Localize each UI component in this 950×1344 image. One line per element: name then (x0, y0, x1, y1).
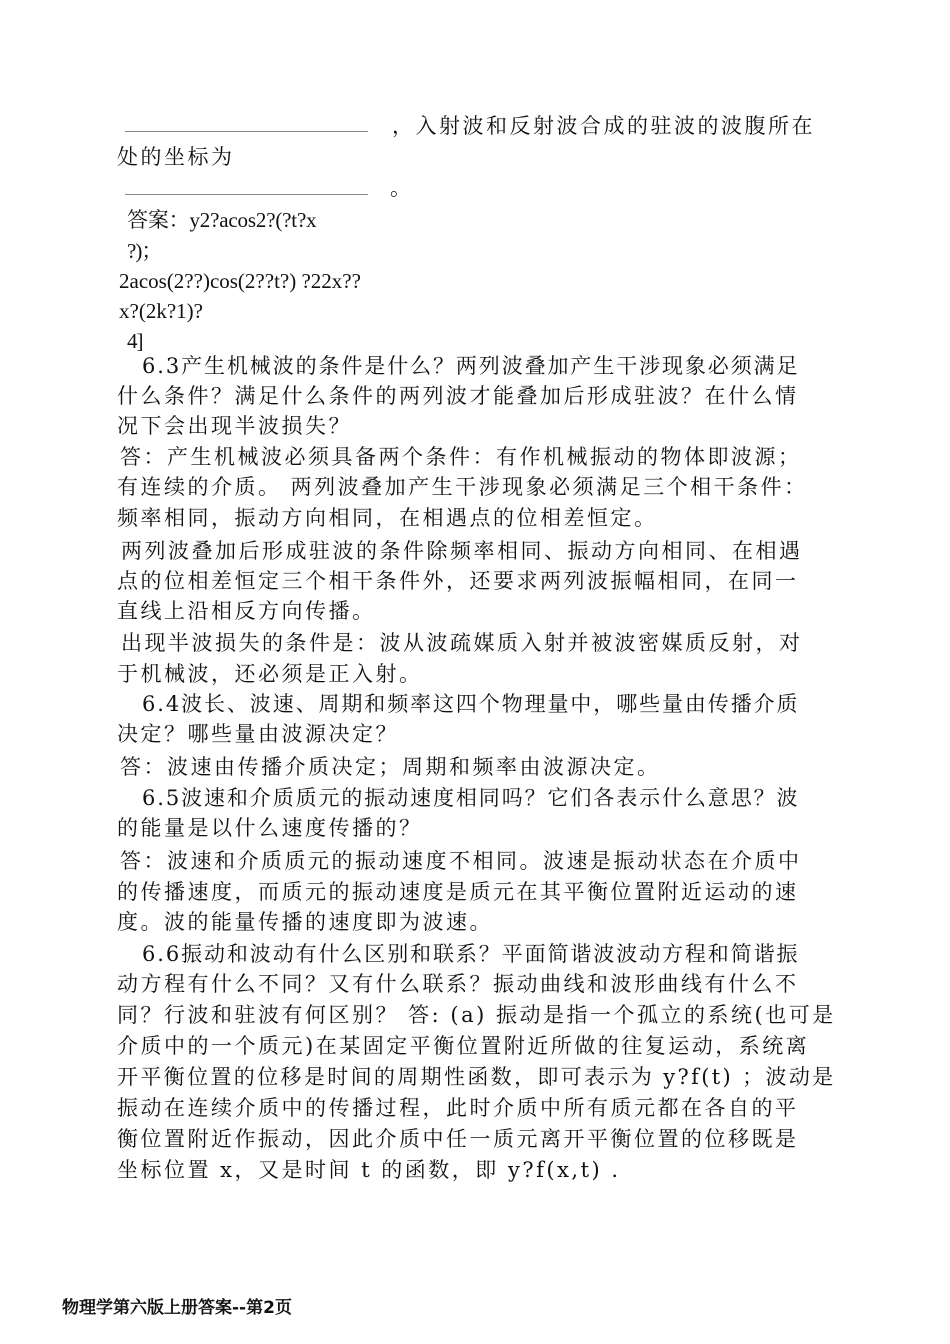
question-6-3-line-1: 6.3产生机械波的条件是什么？两列波叠加产生干涉现象必须满足 (142, 354, 800, 378)
answer-line-1: 答案：y2?acos2?(?t?x (127, 208, 317, 232)
question-6-5-line-2: 的能量是以什么速度传播的？ (117, 816, 423, 840)
question-6-6-line-2: 动方程有什么不同？又有什么联系？振动曲线和波形曲线有什么不 (117, 972, 799, 996)
answer-6-3-line-2: 有连续的介质。 两列波叠加产生干涉现象必须满足三个相干条件： (117, 475, 808, 499)
answer-6-3-line-7: 出现半波损失的条件是：波从波疏媒质入射并被波密媒质反射，对 (121, 631, 803, 655)
answer-6-5-line-2: 的传播速度，而质元的振动速度是质元在其平衡位置附近运动的速 (117, 880, 799, 904)
question-6-6-line-8: 坐标位置 x，又是时间 t 的函数，即 y?f(x,t) . (117, 1158, 621, 1182)
question-6-6-line-7: 衡位置附近作振动，因此介质中任一质元离开平衡位置的位移既是 (117, 1127, 799, 1151)
page-footer: 物理学第六版上册答案--第2页 (62, 1298, 292, 1318)
answer-line-3: 2acos(2??)cos(2??t?) ?22x?? (119, 269, 361, 293)
answer-6-3-line-5: 点的位相差恒定三个相干条件外，还要求两列波振幅相同，在同一 (117, 569, 799, 593)
question-6-4-line-1: 6.4波长、波速、周期和频率这四个物理量中，哪些量由传播介质 (142, 692, 800, 716)
blank-1-continuation: 处的坐标为 (117, 145, 235, 169)
blank-1-suffix: ，入射波和反射波合成的驻波的波腹所在 (392, 114, 815, 138)
question-6-6-line-1: 6.6振动和波动有什么区别和联系？平面简谐波波动方程和简谐振 (142, 942, 800, 966)
answer-6-3-line-8: 于机械波，还必须是正入射。 (117, 662, 423, 686)
question-6-3-line-3: 况下会出现半波损失？ (117, 414, 352, 438)
answer-6-5-line-1: 答：波速和介质质元的振动速度不相同。波速是振动状态在介质中 (120, 849, 802, 873)
question-6-3-line-2: 什么条件？满足什么条件的两列波才能叠加后形成驻波？在什么情 (117, 384, 799, 408)
blank-2-suffix: 。 (390, 176, 410, 200)
answer-blank-2 (125, 194, 368, 195)
answer-6-3-line-6: 直线上沿相反方向传播。 (117, 599, 376, 623)
question-6-6-line-4: 介质中的一个质元)在某固定平衡位置附近所做的往复运动，系统离 (117, 1034, 810, 1058)
answer-6-5-line-3: 度。波的能量传播的速度即为波速。 (117, 910, 493, 934)
question-6-6-line-5: 开平衡位置的位移是时间的周期性函数，即可表示为 y?f(t) ；波动是 (117, 1065, 836, 1089)
answer-6-3-line-4: 两列波叠加后形成驻波的条件除频率相同、振动方向相同、在相遇 (121, 539, 803, 563)
answer-line-2: ?)； (127, 239, 162, 263)
answer-line-5: 4] (127, 329, 143, 353)
answer-6-3-line-1: 答：产生机械波必须具备两个条件：有作机械振动的物体即波源； (120, 445, 802, 469)
answer-line-4: x?(2k?1)? (119, 299, 203, 323)
answer-6-4-line-1: 答：波速由传播介质决定；周期和频率由波源决定。 (120, 755, 661, 779)
question-6-6-line-6: 振动在连续介质中的传播过程，此时介质中所有质元都在各自的平 (117, 1096, 799, 1120)
answer-6-3-line-3: 频率相同，振动方向相同，在相遇点的位相差恒定。 (117, 506, 658, 530)
answer-blank-1 (125, 131, 368, 132)
question-6-5-line-1: 6.5波速和介质质元的振动速度相同吗？它们各表示什么意思？波 (142, 786, 800, 810)
question-6-4-line-2: 决定？哪些量由波源决定？ (117, 722, 399, 746)
question-6-6-line-3: 同？行波和驻波有何区别？ 答: (a) 振动是指一个孤立的系统(也可是 (117, 1003, 836, 1027)
